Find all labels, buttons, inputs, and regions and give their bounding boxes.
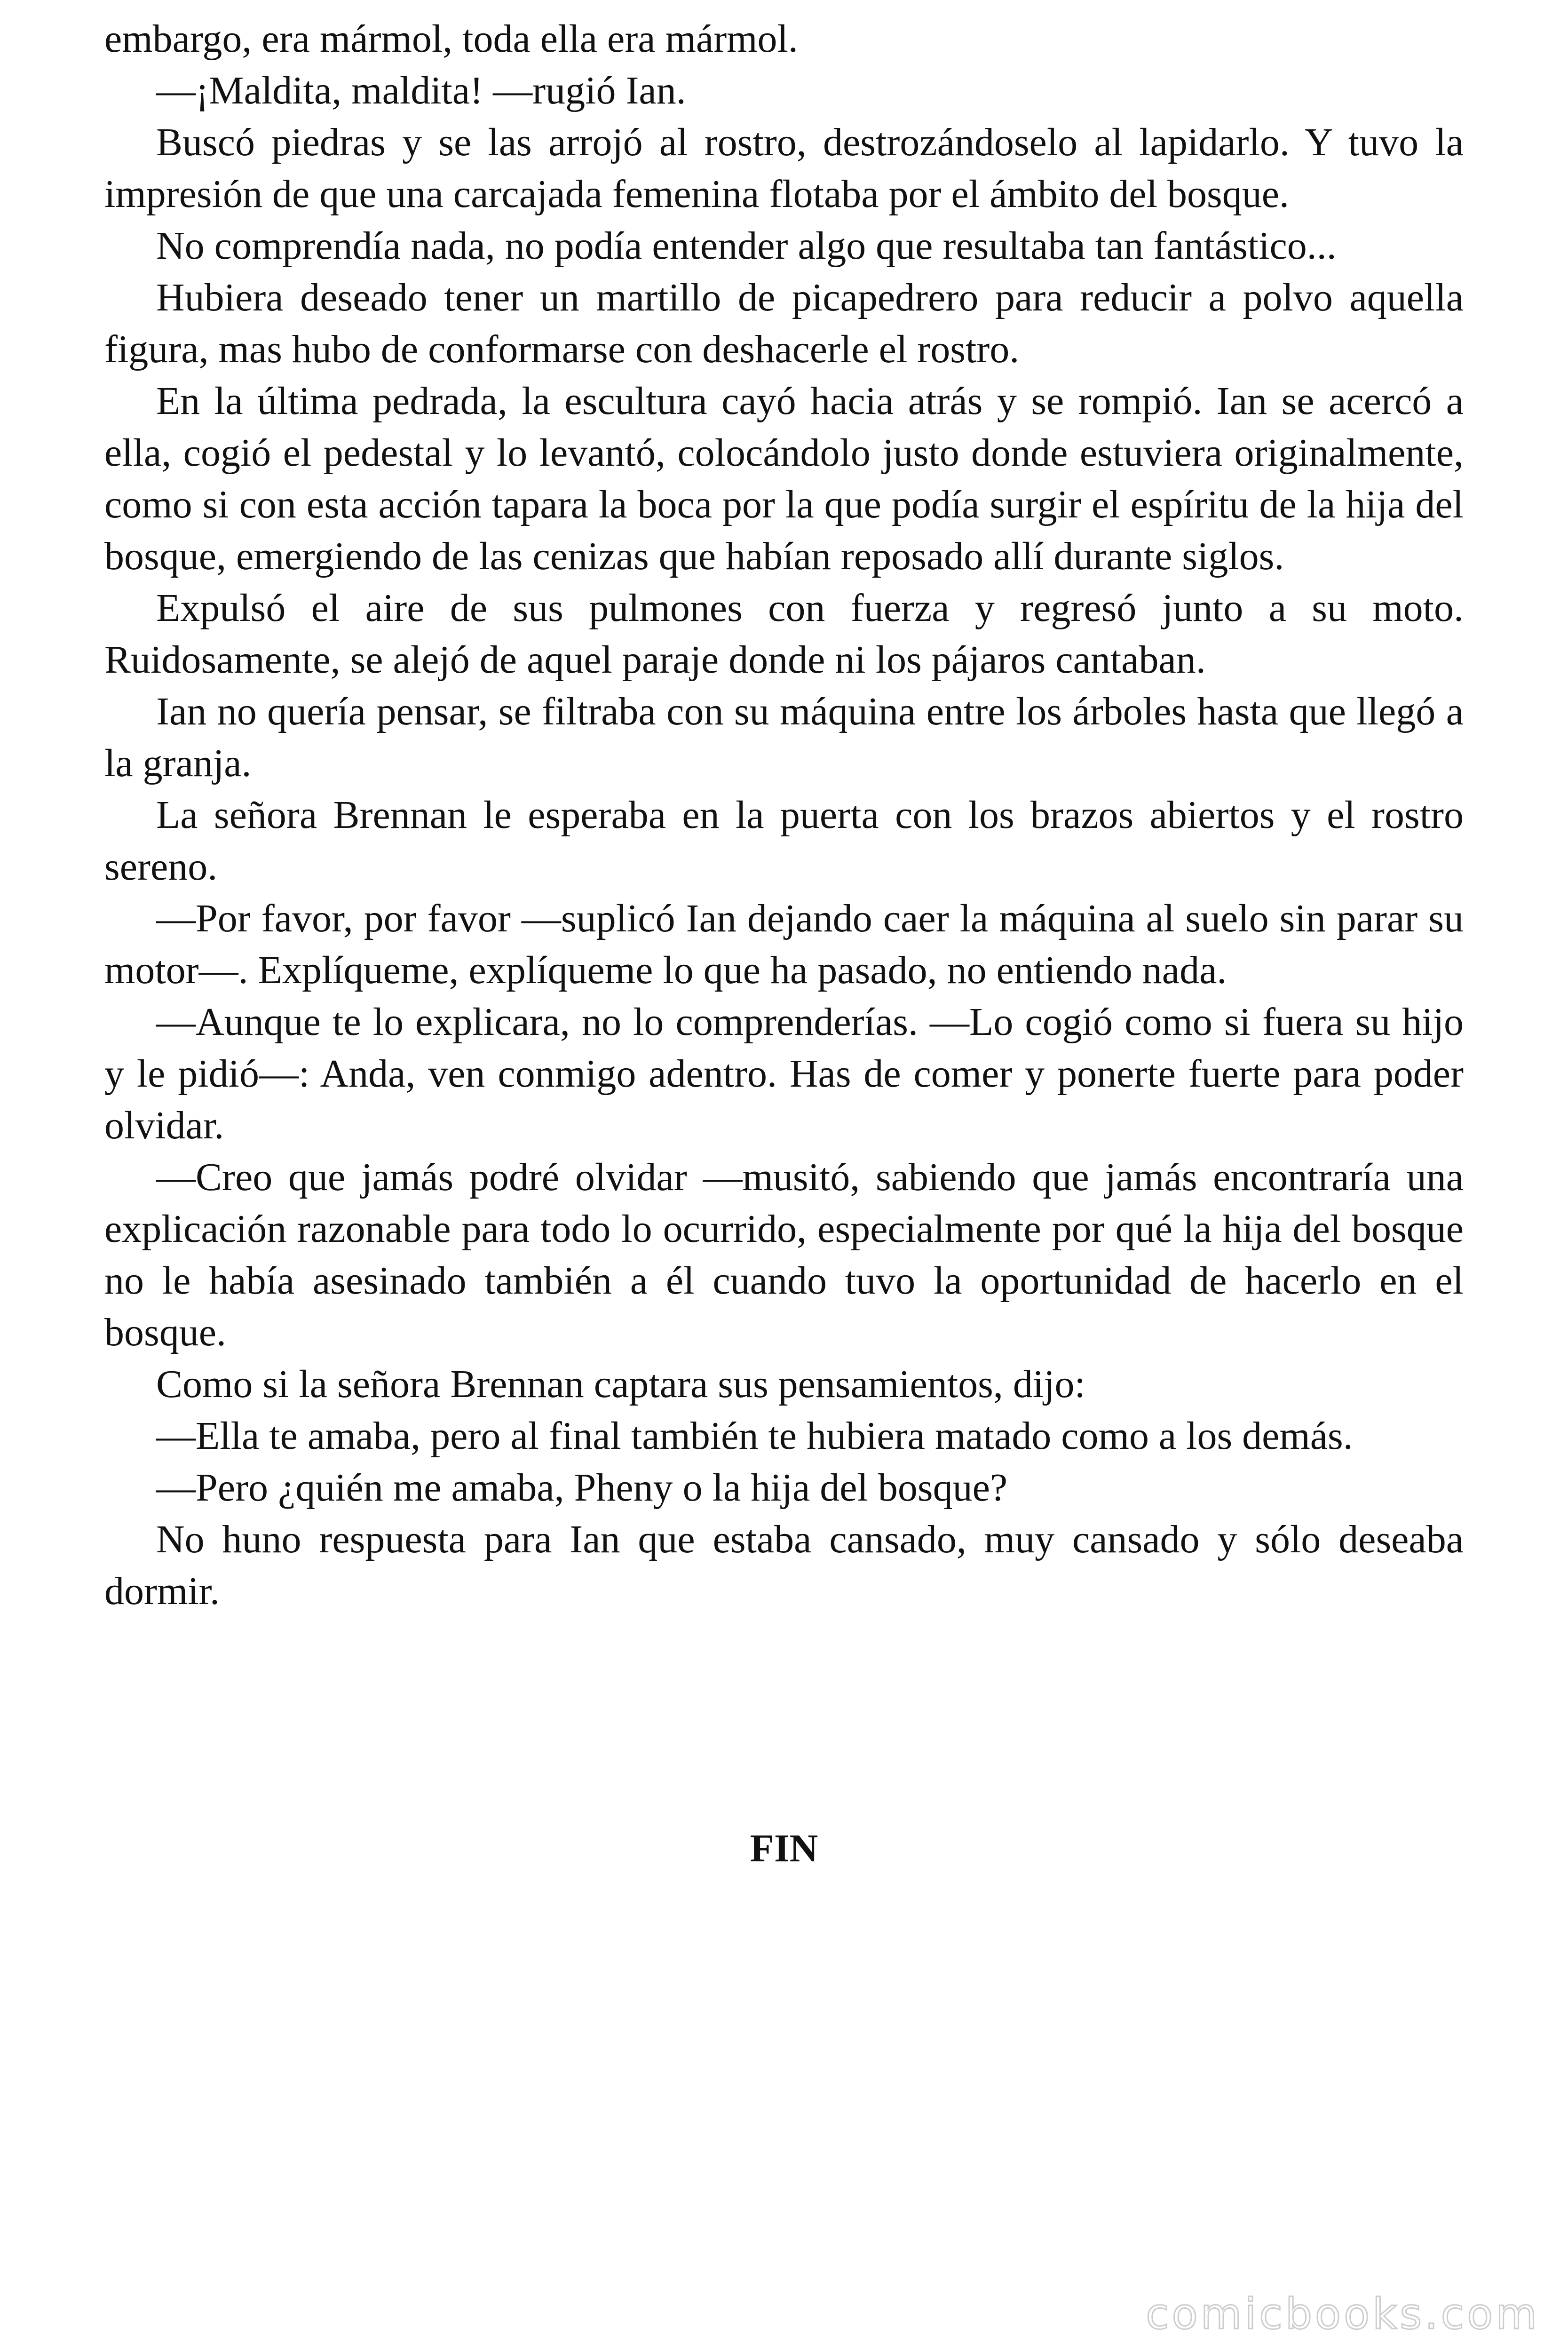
- paragraph: —Aunque te lo explicara, no lo comprenderías. —Lo cogió como si fuera su hijo y le pidió—: Anda, ven conmigo adentro. Has de comer y ponerte fuerte para poder olvidar.: [104, 1000, 1464, 1147]
- paragraph: No huno respuesta para Ian que estaba cansado, muy cansado y sólo deseaba dormir.: [104, 1518, 1464, 1613]
- paragraph: No comprendía nada, no podía entender algo que resultaba tan fantástico...: [156, 224, 1337, 268]
- paragraph: —Creo que jamás podré olvidar —musitó, sabiendo que jamás encontraría una explicación razonable para todo lo ocurrido, especialmente por qué la hija del bosque no le había asesinado también a él cuando tuvo la oportunidad de hacerlo en el bosque.: [104, 1155, 1464, 1354]
- end-title: FIN: [750, 1827, 818, 1870]
- page-body: [104, 13, 1464, 1617]
- paragraph: —Por favor, por favor —suplicó Ian dejando caer la máquina al suelo sin parar su motor—. Explíqueme, explíqueme lo que ha pasado, no entiendo nada.: [104, 897, 1464, 992]
- paragraph: En la última pedrada, la escultura cayó hacia atrás y se rompió. Ian se acercó a ella, cogió el pedestal y lo levantó, colocándolo justo donde estuviera originalmente, como si con esta acción tapara la boca por la que podía surgir el espíritu de la hija del bosque, emergiendo de las cenizas que habían reposado allí durante siglos.: [104, 379, 1464, 578]
- paragraph: La señora Brennan le esperaba en la puerta con los brazos abiertos y el rostro sereno.: [104, 793, 1464, 889]
- paragraph: Ian no quería pensar, se filtraba con su máquina entre los árboles hasta que llegó a la granja.: [104, 690, 1464, 785]
- paragraph: Hubiera deseado tener un martillo de picapedrero para reducir a polvo aquella figura, mas hubo de conformarse con deshacerle el rostro.: [104, 276, 1464, 371]
- paragraph: —¡Maldita, maldita! —rugió Ian.: [156, 69, 686, 112]
- watermark-logo: comicbooks.com: [1146, 2289, 1540, 2339]
- paragraph: Expulsó el aire de sus pulmones con fuerza y regresó junto a su moto. Ruidosamente, se alejó de aquel paraje donde ni los pájaros cantaban.: [104, 586, 1464, 682]
- paragraph: Como si la señora Brennan captara sus pensamientos, dijo:: [156, 1362, 1085, 1406]
- paragraph: —Ella te amaba, pero al final también te hubiera matado como a los demás.: [156, 1414, 1353, 1458]
- paragraph-continuation: embargo, era mármol, toda ella era mármol.: [104, 17, 798, 61]
- paragraph: Buscó piedras y se las arrojó al rostro, destrozándoselo al lapidarlo. Y tuvo la impresión de que una carcajada femenina flotaba por el ámbito del bosque.: [104, 120, 1464, 216]
- paragraph: —Pero ¿quién me amaba, Pheny o la hija del bosque?: [156, 1466, 1008, 1510]
